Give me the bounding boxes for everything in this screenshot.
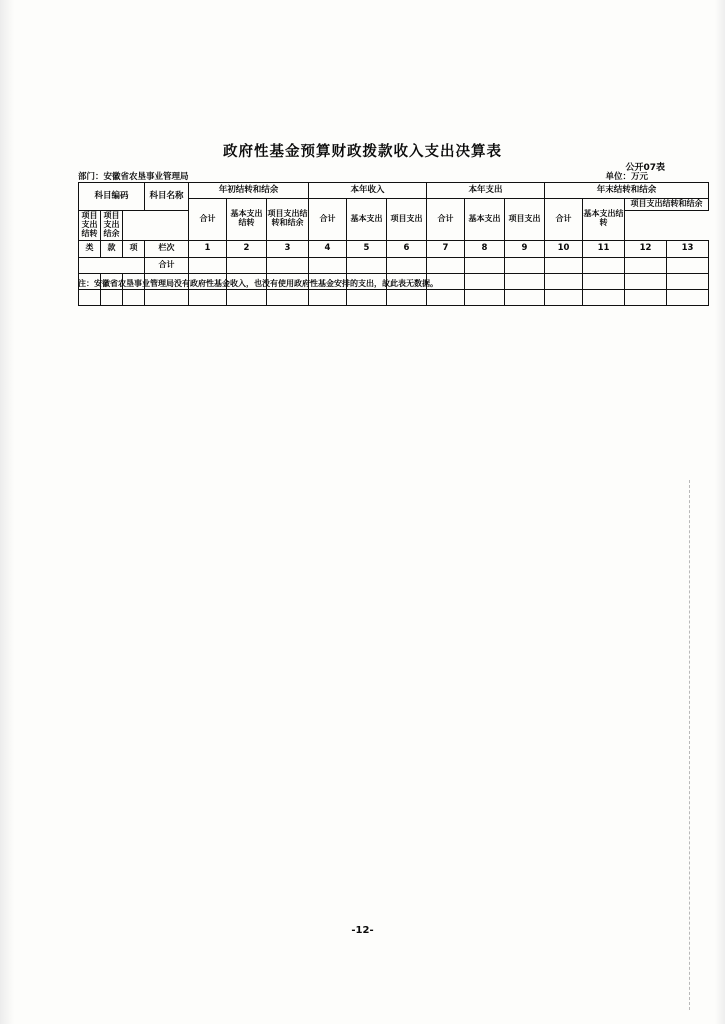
header-opening-balance: 年初结转和结余	[189, 183, 309, 199]
blank-cell	[465, 289, 505, 305]
column-number-1: 1	[189, 240, 227, 257]
total-cell-4	[309, 257, 347, 273]
header-closing-project-carryover: 项目支出结转	[79, 210, 101, 240]
total-cell-3	[267, 257, 309, 273]
header-income-basic: 基本支出	[347, 199, 387, 241]
total-cell-10	[545, 257, 583, 273]
header-opening-project-carryover: 项目支出结转和结余	[267, 199, 309, 241]
column-number-7: 7	[427, 240, 465, 257]
blank-cell	[145, 289, 189, 305]
column-number-2: 2	[227, 240, 267, 257]
table-row-column-numbers	[79, 240, 709, 257]
header-subject-code: 科目编码	[79, 183, 145, 211]
header-expenditure-total: 合计	[427, 199, 465, 241]
header-subject-name: 科目名称	[145, 183, 189, 211]
total-cell-12	[625, 257, 667, 273]
column-number-13: 13	[667, 240, 709, 257]
column-number-11: 11	[583, 240, 625, 257]
blank-cell	[227, 289, 267, 305]
header-year-expenditure: 本年支出	[427, 183, 545, 199]
page-title: 政府性基金预算财政拨款收入支出决算表	[223, 144, 502, 160]
blank-cell	[189, 289, 227, 305]
blank-cell	[545, 289, 583, 305]
total-cell-6	[387, 257, 427, 273]
header-code-item: 项	[123, 240, 145, 257]
column-number-8: 8	[465, 240, 505, 257]
column-number-10: 10	[545, 240, 583, 257]
total-row-code-cell	[79, 257, 145, 273]
total-cell-13	[667, 257, 709, 273]
header-year-income: 本年收入	[309, 183, 427, 199]
header-closing-total: 合计	[545, 199, 583, 241]
header-code-class: 类	[79, 240, 101, 257]
page-number: -12-	[351, 925, 374, 936]
blank-cell	[123, 289, 145, 305]
total-cell-9	[505, 257, 545, 273]
column-number-4: 4	[309, 240, 347, 257]
header-closing-balance: 年末结转和结余	[545, 183, 709, 199]
header-closing-basic-carryover: 基本支出结转	[583, 199, 625, 241]
total-cell-8	[465, 257, 505, 273]
header-row-label: 栏次	[145, 240, 189, 257]
header-opening-total: 合计	[189, 199, 227, 241]
header-expenditure-project: 项目支出	[505, 199, 545, 241]
blank-cell	[347, 289, 387, 305]
blank-cell	[583, 289, 625, 305]
blank-cell	[101, 289, 123, 305]
column-number-12: 12	[625, 240, 667, 257]
blank-cell	[427, 289, 465, 305]
header-code-section: 款	[101, 240, 123, 257]
table-row	[79, 289, 709, 305]
total-cell-1	[189, 257, 227, 273]
header-opening-basic-carryover: 基本支出结转	[227, 199, 267, 241]
blank-cell	[309, 289, 347, 305]
header-income-project: 项目支出	[387, 199, 427, 241]
blank-cell	[667, 289, 709, 305]
blank-cell	[505, 289, 545, 305]
column-number-6: 6	[387, 240, 427, 257]
blank-cell	[387, 289, 427, 305]
blank-cell	[625, 289, 667, 305]
column-number-5: 5	[347, 240, 387, 257]
unit-label: 单位：万元	[605, 172, 648, 182]
header-expenditure-basic: 基本支出	[465, 199, 505, 241]
meta-row	[78, 170, 648, 182]
table-row-total	[79, 257, 709, 273]
table-row-group-header	[79, 183, 709, 199]
total-cell-11	[583, 257, 625, 273]
form-code-label: 公开07表	[625, 163, 665, 173]
blank-cell	[267, 289, 309, 305]
column-number-9: 9	[505, 240, 545, 257]
total-cell-5	[347, 257, 387, 273]
table-footnote: 注：安徽省农垦事业管理局没有政府性基金收入，也没有使用政府性基金安排的支出，故此表无数据。	[78, 279, 438, 288]
total-row-label: 合计	[145, 257, 189, 273]
blank-cell	[79, 289, 101, 305]
header-closing-project-surplus: 项目支出结余	[101, 210, 123, 240]
header-income-total: 合计	[309, 199, 347, 241]
total-cell-7	[427, 257, 465, 273]
department-label: 部门：安徽省农垦事业管理局	[78, 172, 189, 182]
column-number-3: 3	[267, 240, 309, 257]
header-closing-project-group: 项目支出结转和结余	[625, 199, 709, 211]
total-cell-2	[227, 257, 267, 273]
